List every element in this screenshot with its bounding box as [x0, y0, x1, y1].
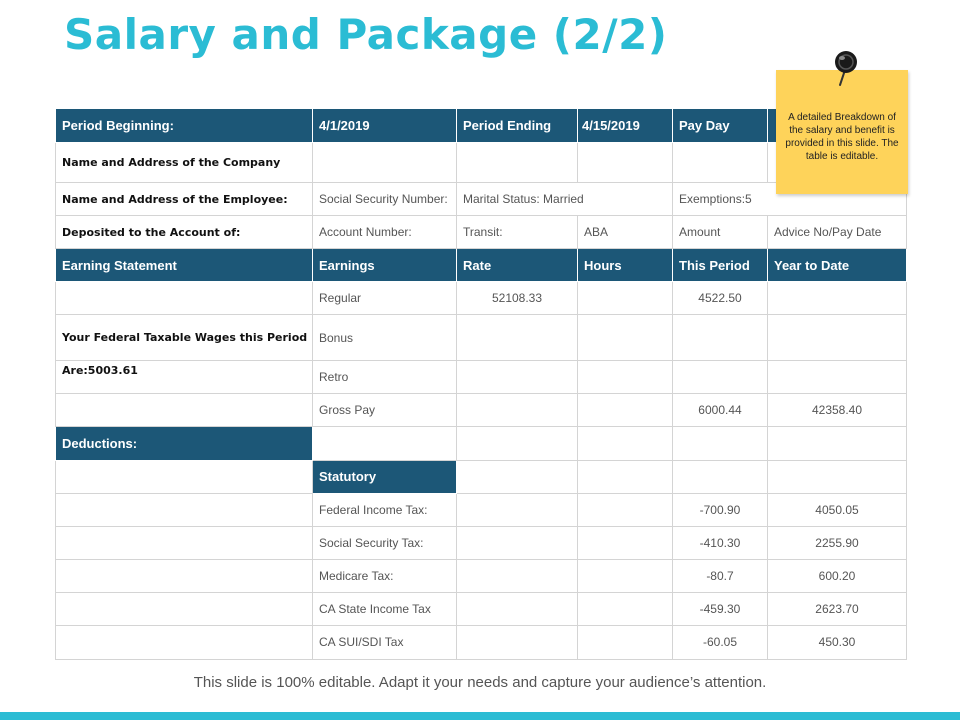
table-cell[interactable] — [457, 427, 578, 460]
table-cell[interactable] — [673, 460, 768, 493]
table-cell[interactable] — [578, 526, 673, 559]
medicare-tax-ytd[interactable]: 600.20 — [768, 559, 907, 592]
table-cell[interactable] — [56, 282, 313, 315]
table-cell[interactable] — [56, 592, 313, 625]
table-cell[interactable] — [457, 559, 578, 592]
table-row — [56, 559, 907, 592]
table-row — [56, 625, 907, 659]
company-label: Name and Address of the Company — [56, 143, 313, 183]
sticky-note[interactable] — [776, 70, 908, 194]
ca-sui-sdi-tax-this-period[interactable]: -60.05 — [673, 625, 768, 659]
table-cell[interactable] — [457, 394, 578, 427]
federal-wages-value: Are:5003.61 — [56, 361, 313, 394]
advice[interactable]: Advice No/Pay Date — [768, 216, 907, 249]
table-cell[interactable] — [768, 427, 907, 460]
table-cell[interactable] — [578, 315, 673, 361]
table-cell[interactable] — [457, 625, 578, 659]
table-cell[interactable] — [457, 493, 578, 526]
period-beginning-label: Period Beginning: — [56, 109, 313, 143]
federal-income-tax-ytd[interactable]: 4050.05 — [768, 493, 907, 526]
retro-label[interactable]: Retro — [313, 361, 457, 394]
table-cell[interactable] — [768, 282, 907, 315]
bonus-label[interactable]: Bonus — [313, 315, 457, 361]
table-cell[interactable] — [578, 592, 673, 625]
medicare-tax-label[interactable]: Medicare Tax: — [313, 559, 457, 592]
transit[interactable]: Transit: — [457, 216, 578, 249]
footer-text: This slide is 100% editable. Adapt it your needs and capture your audience’s attention. — [193, 674, 767, 691]
ca-sui-sdi-tax-ytd[interactable]: 450.30 — [768, 625, 907, 659]
table-cell[interactable] — [578, 427, 673, 460]
table-cell[interactable] — [768, 361, 907, 394]
table-row — [56, 216, 907, 249]
ca-state-income-tax-ytd[interactable]: 2623.70 — [768, 592, 907, 625]
table-cell[interactable] — [578, 361, 673, 394]
table-cell[interactable] — [56, 526, 313, 559]
table-cell[interactable] — [768, 315, 907, 361]
table-row — [56, 394, 907, 427]
sticky-note-text: A detailed Breakdown of the salary and benefit is provided in this slide. The table is editable. — [785, 112, 899, 162]
table-cell[interactable] — [578, 460, 673, 493]
deposit-label: Deposited to the Account of: — [56, 216, 313, 249]
account-number[interactable]: Account Number: — [313, 216, 457, 249]
regular-this-period[interactable]: 4522.50 — [673, 282, 768, 315]
federal-income-tax-this-period[interactable]: -700.90 — [673, 493, 768, 526]
statutory-header: Statutory — [313, 460, 457, 493]
table-row — [56, 526, 907, 559]
federal-wages-label: Your Federal Taxable Wages this Period — [56, 315, 313, 361]
rate-header: Rate — [457, 249, 578, 282]
marital-status[interactable]: Marital Status: Married — [457, 183, 673, 216]
table-cell[interactable] — [457, 592, 578, 625]
table-row — [56, 427, 907, 460]
regular-rate[interactable]: 52108.33 — [457, 282, 578, 315]
social-security-tax-this-period[interactable]: -410.30 — [673, 526, 768, 559]
page-title: Salary and Package (2/2) — [64, 10, 668, 59]
ca-state-income-tax-this-period[interactable]: -459.30 — [673, 592, 768, 625]
deductions-header: Deductions: — [56, 427, 313, 460]
table-row — [56, 361, 907, 394]
table-cell[interactable] — [457, 460, 578, 493]
earnings-header: Earnings — [313, 249, 457, 282]
year-to-date-header: Year to Date — [768, 249, 907, 282]
regular-label[interactable]: Regular — [313, 282, 457, 315]
table-cell[interactable] — [578, 143, 673, 183]
ca-sui-sdi-tax-label[interactable]: CA SUI/SDI Tax — [313, 625, 457, 659]
table-cell[interactable] — [457, 143, 578, 183]
table-cell[interactable] — [56, 559, 313, 592]
period-ending-label: Period Ending — [457, 109, 578, 143]
table-cell[interactable] — [56, 460, 313, 493]
gross-pay-ytd[interactable]: 42358.40 — [768, 394, 907, 427]
table-cell[interactable] — [673, 315, 768, 361]
table-cell[interactable] — [56, 625, 313, 659]
table-row — [56, 460, 907, 493]
table-cell[interactable] — [578, 625, 673, 659]
table-row — [56, 249, 907, 282]
medicare-tax-this-period[interactable]: -80.7 — [673, 559, 768, 592]
employee-label: Name and Address of the Employee: — [56, 183, 313, 216]
table-cell[interactable] — [768, 460, 907, 493]
table-row — [56, 493, 907, 526]
table-cell[interactable] — [56, 493, 313, 526]
table-cell[interactable] — [673, 427, 768, 460]
pushpin-icon — [828, 48, 860, 88]
gross-pay-this-period[interactable]: 6000.44 — [673, 394, 768, 427]
accent-bar — [0, 712, 960, 720]
period-beginning-value[interactable]: 4/1/2019 — [313, 109, 457, 143]
table-cell[interactable] — [578, 493, 673, 526]
pay-day-label: Pay Day — [673, 109, 768, 143]
table-row — [56, 315, 907, 361]
ssn-label[interactable]: Social Security Number: — [313, 183, 457, 216]
table-cell[interactable] — [578, 394, 673, 427]
social-security-tax-ytd[interactable]: 2255.90 — [768, 526, 907, 559]
amount[interactable]: Amount — [673, 216, 768, 249]
table-row — [56, 282, 907, 315]
hours-header: Hours — [578, 249, 673, 282]
table-cell[interactable] — [457, 361, 578, 394]
earning-statement-header: Earning Statement — [56, 249, 313, 282]
table-cell[interactable] — [457, 526, 578, 559]
table-cell[interactable] — [578, 282, 673, 315]
table-cell[interactable] — [578, 559, 673, 592]
table-cell[interactable] — [673, 361, 768, 394]
period-ending-value[interactable]: 4/15/2019 — [578, 109, 673, 143]
ca-state-income-tax-label[interactable]: CA State Income Tax — [313, 592, 457, 625]
federal-income-tax-label[interactable]: Federal Income Tax: — [313, 493, 457, 526]
exemptions[interactable]: Exemptions:5 — [673, 183, 907, 216]
social-security-tax-label[interactable]: Social Security Tax: — [313, 526, 457, 559]
table-cell[interactable] — [673, 143, 768, 183]
aba[interactable]: ABA — [578, 216, 673, 249]
table-row — [56, 592, 907, 625]
gross-pay-label[interactable]: Gross Pay — [313, 394, 457, 427]
table-cell[interactable] — [313, 427, 457, 460]
company-value[interactable] — [313, 143, 457, 183]
table-cell[interactable] — [457, 315, 578, 361]
this-period-header: This Period — [673, 249, 768, 282]
table-cell[interactable] — [56, 394, 313, 427]
